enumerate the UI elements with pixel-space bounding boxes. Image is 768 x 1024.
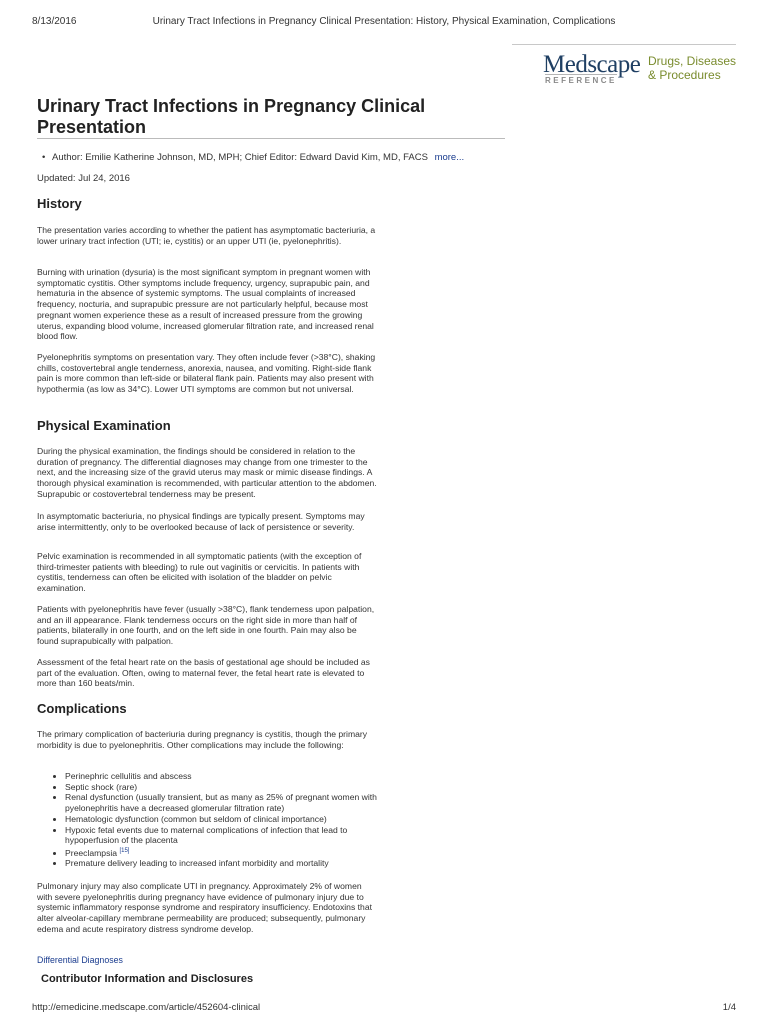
author-text: Author: Emilie Katherine Johnson, MD, MPH; Chief Editor: Edward David Kim, MD, FACS	[52, 152, 428, 163]
complications-list	[51, 771, 395, 869]
article-title: Urinary Tract Infections in Pregnancy Clinical Presentation	[37, 96, 426, 137]
list-item: • Renal dysfunction (usually transient, but as many as 25% of pregnant women with pyelonephritis have a decreased glomerular filtration rate)	[65, 792, 395, 813]
list-item: • Hematologic dysfunction (common but seldom of clinical importance)	[65, 814, 395, 825]
list-item: • Septic shock (rare)	[65, 782, 395, 793]
print-header	[32, 16, 736, 30]
list-item: • Premature delivery leading to increased infant morbidity and mortality	[65, 858, 395, 869]
list-item-text: Preeclampsia	[65, 847, 118, 858]
author-line	[42, 152, 465, 163]
history-paragraph-3: Pyelonephritis symptoms on presentation vary. They often include fever (>38°C), shaking chills, costovertebral angle tenderness, anorexia, nausea, and vomiting. Right-side flank pain is more common than left-side or bilateral flank pain. Patients may also present with hypothermia (as low as 34°C). Lower UTI symptoms are common but not universal.	[37, 352, 376, 395]
print-page-title: Urinary Tract Infections in Pregnancy Clinical Presentation: History, Physical Examination, Complications	[152, 16, 616, 27]
contributor-information-link[interactable]: Contributor Information and Disclosures	[41, 973, 254, 985]
logo-scape: scape	[587, 51, 641, 78]
print-footer	[32, 1002, 736, 1016]
history-paragraph-2: Burning with urination (dysuria) is the most significant symptom in pregnant women with symptomatic cystitis. Other symptoms include frequency, urgency, suprapubic pain, and hematuria in the absence of systemic symptoms. The usual complaints of increased frequency, nocturia, and suprapubic pressure are not particularly helpful, because most pregnant women experience these as a result of increased pressure from the growing uterus, expanding blood volume, increased glomerular filtration rate, and increased renal blood flow.	[37, 267, 374, 342]
logo-reference: REFERENCE	[545, 76, 617, 85]
list-item: • Hypoxic fetal events due to maternal complications of infection that lead to hypoperfusion of the placenta	[65, 825, 395, 846]
more-link[interactable]: more...	[434, 152, 465, 163]
medscape-logo[interactable]	[543, 52, 738, 84]
physical-paragraph-2: In asymptomatic bacteriuria, no physical findings are typically present. Symptoms may arise intermittently, only to be overlooked because of lack of persistence or severity.	[37, 511, 365, 532]
logo-tagline	[648, 54, 736, 82]
bullet-icon: •	[42, 152, 46, 163]
complications-intro: The primary complication of bacteriuria during pregnancy is cystitis, though the primary morbidity is due to pyelonephritis. Other complications may include the following:	[37, 729, 368, 750]
logo-tagline-line1: Drugs, Diseases	[648, 54, 737, 68]
physical-exam-heading: Physical Examination	[37, 418, 171, 433]
updated-date: Updated: Jul 24, 2016	[37, 173, 130, 184]
history-heading: History	[37, 196, 82, 211]
print-url: http://emedicine.medscape.com/article/452604-clinical	[32, 1002, 261, 1013]
list-item-preeclampsia	[65, 846, 395, 859]
logo-med: Med	[543, 51, 588, 78]
reference-link[interactable]: [15]	[119, 847, 130, 854]
title-divider	[37, 138, 505, 139]
complications-heading: Complications	[37, 701, 127, 716]
complications-closing: Pulmonary injury may also complicate UTI in pregnancy. Approximately 2% of women with severe pyelonephritis during pregnancy have evidence of pulmonary injury due to systemic inflammatory response syndrome and respiratory insufficiency. Endotoxins that alter alveolar-capillary membrane permeability are produced; subsequently, pulmonary edema and acute respiratory distress syndrome develop.	[37, 881, 372, 934]
print-date: 8/13/2016	[32, 16, 77, 27]
physical-paragraph-3: Pelvic examination is recommended in all symptomatic patients (with the exception of third-trimester patients with bleeding) to rule out vaginitis or cervicitis. In patients with cystitis, tenderness can often be elicited with isolation of the bladder on pelvic examination.	[37, 551, 362, 594]
page-number: 1/4	[722, 1002, 736, 1013]
physical-paragraph-1: During the physical examination, the findings should be considered in relation to the duration of pregnancy. The differential diagnoses may change from one trimester to the next, and the increasing size of the gravid uterus may mask or mimic disease findings. A thorough physical examination is recommended, with particular attention to the abdomen. Suprapubic or costovertebral tenderness may be present.	[37, 446, 377, 499]
logo-divider	[512, 44, 736, 45]
physical-paragraph-5: Assessment of the fetal heart rate on the basis of gestational age should be included as part of the evaluation. Often, owing to maternal fever, the fetal heart rate is elevated to more than 160 beats/min.	[37, 657, 370, 689]
list-item: • Perinephric cellulitis and abscess	[65, 771, 395, 782]
differential-diagnoses-link[interactable]: Differential Diagnoses	[37, 955, 123, 965]
physical-paragraph-4: Patients with pyelonephritis have fever (usually >38°C), flank tenderness upon palpation, and an ill appearance. Flank tenderness occurs on the right side in more than half of patients, bilaterally in one fourth, and on the left side in one fourth. Pain may also be found suprapubically with palpation.	[37, 604, 375, 647]
logo-tagline-line2: & Procedures	[648, 68, 721, 82]
history-paragraph-1: The presentation varies according to whether the patient has asymptomatic bacteriuria, a lower urinary tract infection (UTI; ie, cystitis) or an upper UTI (ie, pyelonephritis).	[37, 225, 376, 246]
